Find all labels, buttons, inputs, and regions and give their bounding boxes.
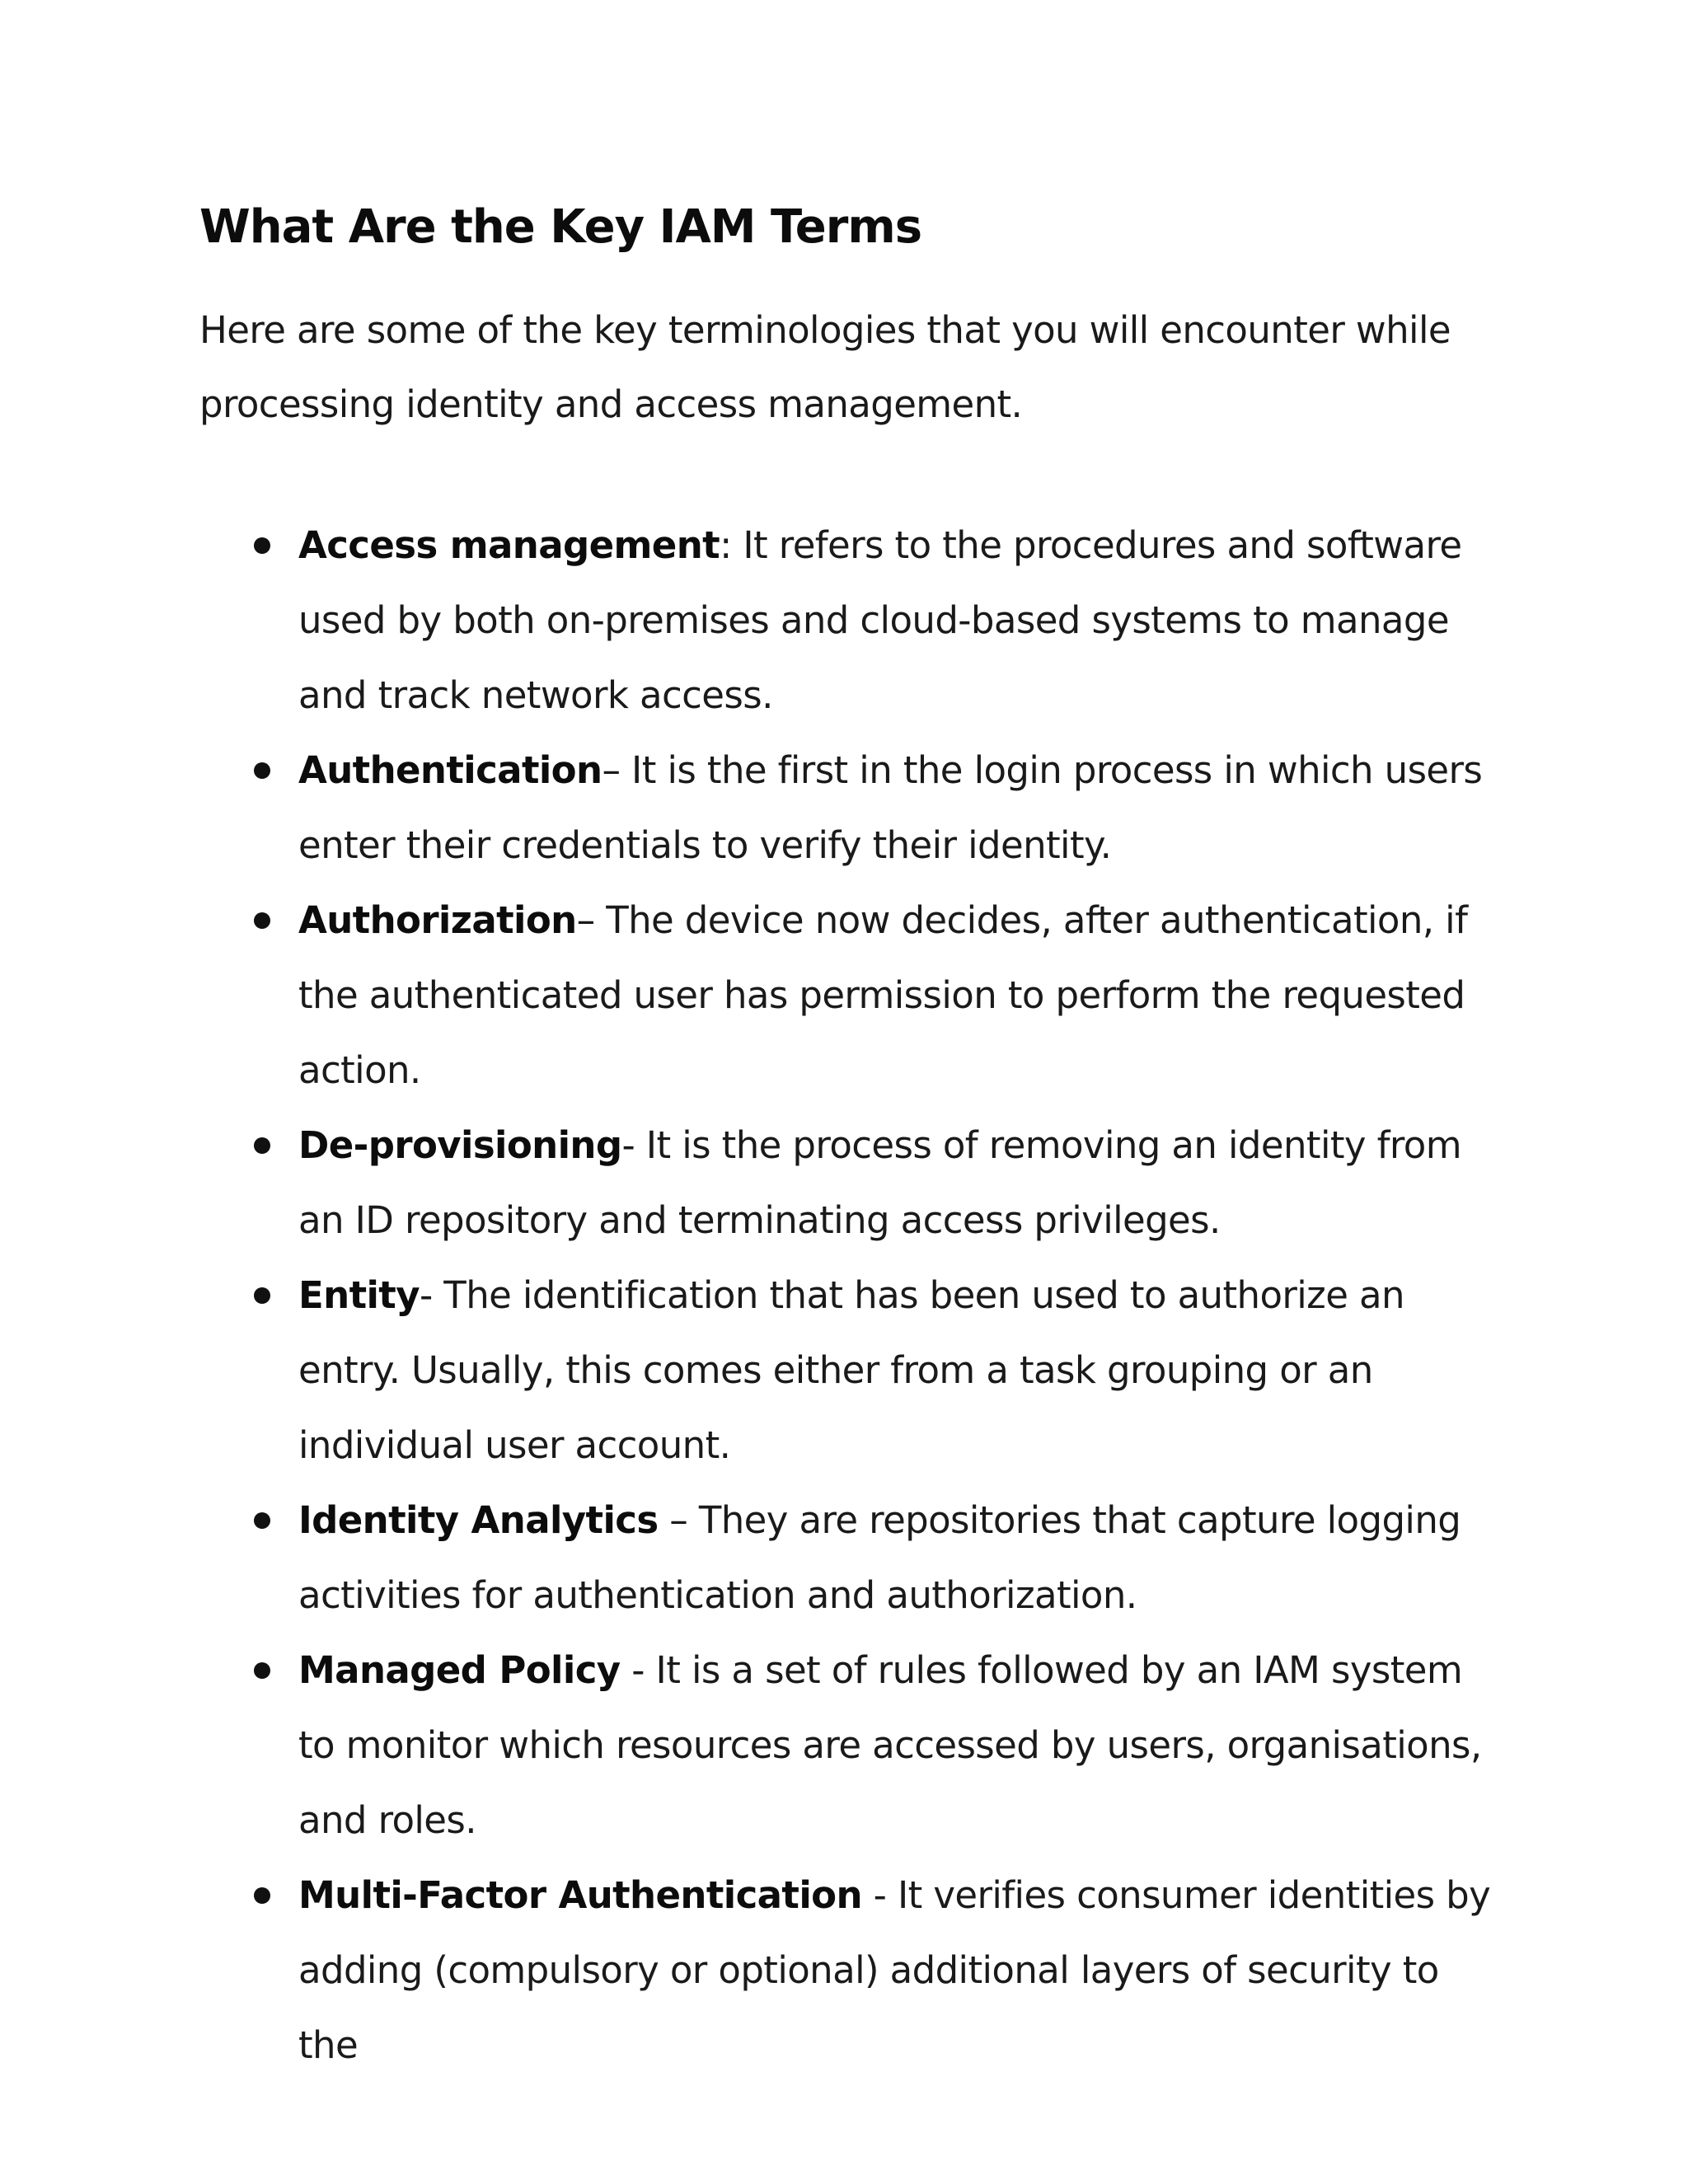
term-description: – The device now decides, after authentication, if the authenticated user has permission to perform the requested action. [298,898,1468,1092]
bullet-icon [254,1662,270,1679]
bullet-icon [254,912,270,929]
term-label: De-provisioning [298,1123,622,1167]
list-item [199,883,1493,1108]
list-item [199,1858,1493,2083]
term-label: Identity Analytics [298,1498,659,1542]
term-description: : It refers to the procedures and software used by both on-premises and cloud-based systems to manage and track network access. [298,523,1462,717]
bullet-icon [254,1887,270,1904]
terms-list [199,508,1493,2083]
list-item [199,508,1493,733]
intro-paragraph: Here are some of the key terminologies that you will encounter while processing identity and access management. [199,308,1451,426]
bullet-icon [254,1137,270,1154]
bullet-icon [254,762,270,779]
list-item [199,1483,1493,1633]
bullet-icon [254,537,270,554]
list-item [199,733,1493,883]
term-description: - It is the process of removing an identity from an ID repository and terminating access privileges. [298,1123,1461,1242]
term-description: - It verifies consumer identities by adding (compulsory or optional) additional layers of security to the [298,1873,1491,2067]
term-description: – It is the first in the login process in which users enter their credentials to verify their identity. [298,748,1483,867]
term-description: - The identification that has been used to authorize an entry. Usually, this comes either from a task grouping or an individual user account. [298,1273,1404,1467]
bullet-icon [254,1287,270,1304]
term-label: Authorization [298,898,577,942]
term-description: – They are repositories that capture logging activities for authentication and authorization. [298,1498,1461,1617]
term-label: Authentication [298,748,603,792]
term-label: Access management [298,523,720,567]
term-label: Entity [298,1273,420,1317]
page-title: What Are the Key IAM Terms [199,200,922,254]
list-item [199,1258,1493,1483]
list-item [199,1633,1493,1858]
term-label: Managed Policy [298,1648,621,1692]
term-label: Multi-Factor Authentication [298,1873,862,1917]
document-content [199,194,1493,2083]
term-description: - It is a set of rules followed by an IAM system to monitor which resources are accessed by users, organisations, and roles. [298,1648,1482,1842]
list-item [199,1108,1493,1258]
bullet-icon [254,1512,270,1529]
